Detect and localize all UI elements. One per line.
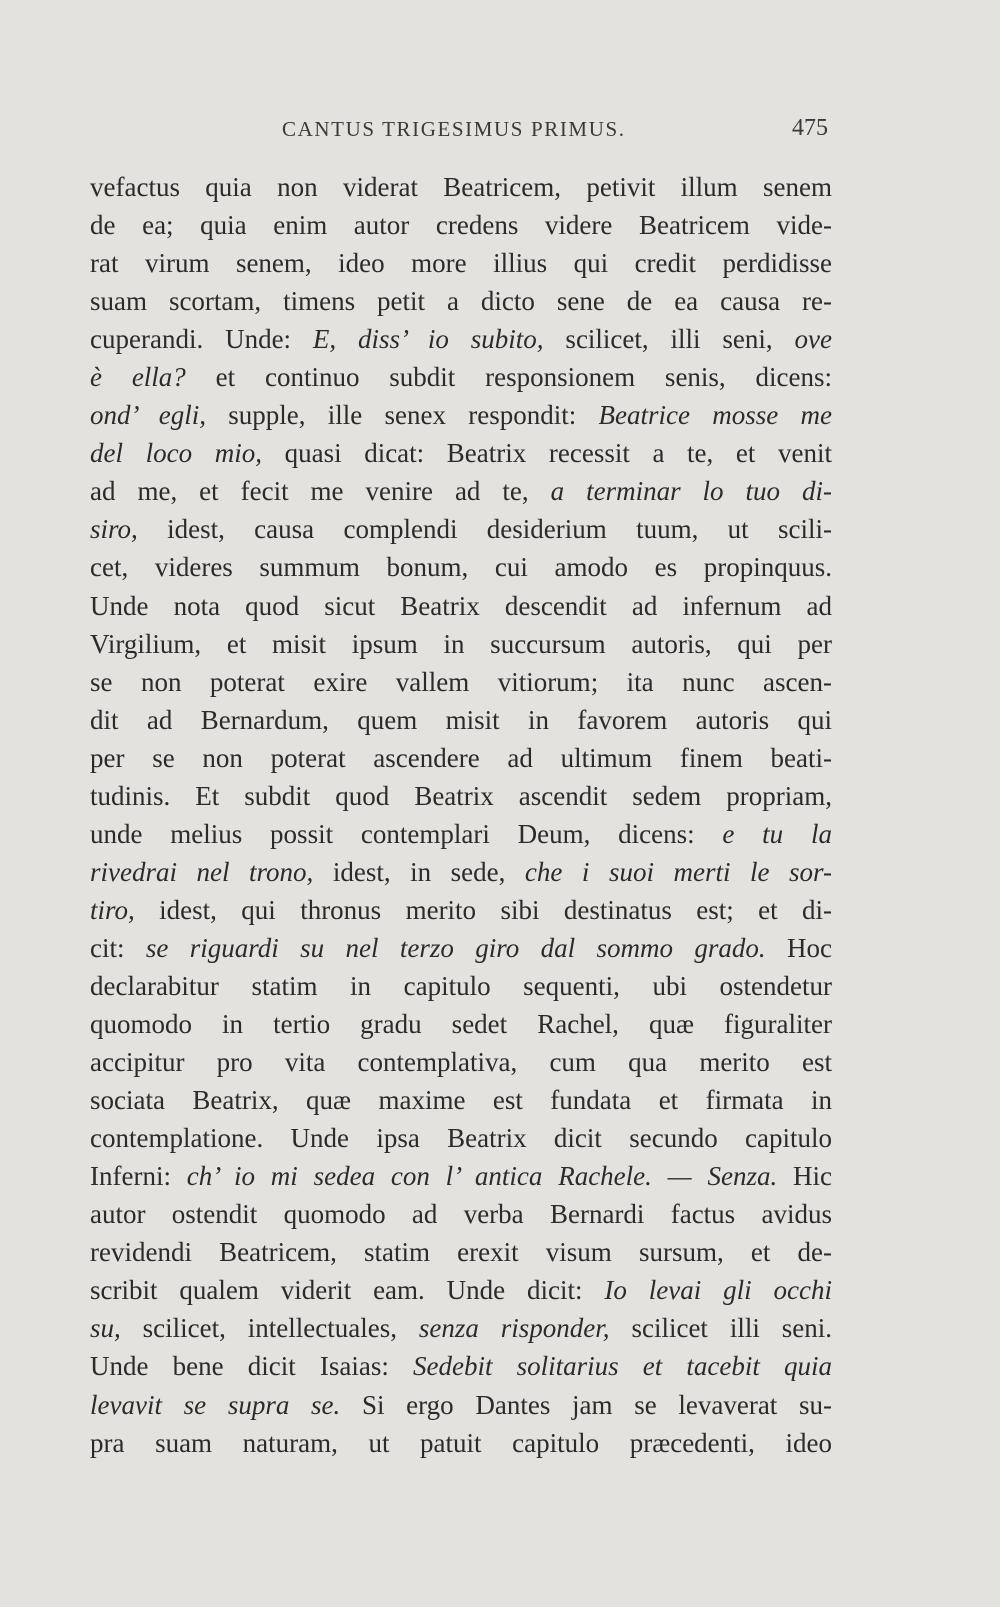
- text-line: [90, 396, 832, 434]
- text-segment: scilicet, intellectuales,: [120, 1313, 419, 1344]
- text-line: [90, 701, 832, 739]
- text-segment: idest, qui thronus merito sibi destinatus est; et di-: [134, 894, 832, 925]
- text-line: [90, 244, 832, 282]
- text-line: [90, 358, 832, 396]
- text-line: [90, 1386, 832, 1424]
- italic-quotation: ond’ egli,: [90, 400, 206, 431]
- text-line: [90, 1081, 832, 1119]
- text-segment: de ea; quia enim autor credens videre Beatricem vide-: [90, 210, 832, 241]
- text-line: [90, 472, 832, 510]
- text-line: [90, 1347, 832, 1385]
- italic-quotation: che i suoi merti le sor-: [524, 856, 832, 887]
- italic-quotation: ove: [794, 324, 832, 355]
- text-segment: contemplatione. Unde ipsa Beatrix dicit secundo capitulo: [90, 1123, 832, 1154]
- italic-quotation: E, diss’ io subito,: [312, 324, 544, 355]
- text-segment: Hoc: [765, 932, 832, 963]
- text-line: [90, 1233, 832, 1271]
- text-line: [90, 1119, 832, 1157]
- text-segment: Virgilium, et misit ipsum in succursum autoris, qui per: [90, 628, 832, 659]
- text-line: [90, 510, 832, 548]
- text-line: [90, 434, 832, 472]
- text-segment: scilicet, illi seni,: [543, 324, 795, 355]
- text-line: [90, 1309, 832, 1347]
- text-segment: dit ad Bernardum, quem misit in favorem autoris qui: [90, 704, 832, 735]
- italic-quotation: e tu la: [722, 818, 832, 849]
- italic-quotation: senza risponder,: [418, 1313, 610, 1344]
- text-line: [90, 777, 832, 815]
- text-segment: scilicet illi seni.: [609, 1313, 832, 1344]
- body-text: [90, 168, 832, 1462]
- text-line: [90, 853, 832, 891]
- text-segment: ad me, et fecit me venire ad te,: [90, 476, 551, 507]
- text-segment: idest, causa complendi desiderium tuum, ut scili-: [137, 514, 832, 545]
- text-segment: supple, ille senex respondit:: [206, 400, 599, 431]
- italic-quotation: siro,: [90, 514, 138, 545]
- text-segment: sociata Beatrix, quæ maxime est fundata et firmata in: [90, 1085, 832, 1116]
- italic-quotation: se riguardi su nel terzo giro dal sommo grado.: [145, 932, 766, 963]
- text-segment: cuperandi. Unde:: [90, 324, 313, 355]
- text-segment: cet, videres summum bonum, cui amodo es propinquus.: [90, 552, 832, 583]
- text-line: [90, 967, 832, 1005]
- text-line: [90, 663, 832, 701]
- text-line: [90, 206, 832, 244]
- page-header: [90, 117, 832, 147]
- text-segment: quomodo in tertio gradu sedet Rachel, quæ figuraliter: [90, 1009, 832, 1040]
- text-segment: revidendi Beatricem, statim erexit visum sursum, et de-: [90, 1237, 832, 1268]
- text-line: [90, 625, 832, 663]
- text-segment: Unde bene dicit Isaias:: [90, 1351, 413, 1382]
- text-line: [90, 282, 832, 320]
- text-segment: idest, in sede,: [313, 856, 525, 887]
- italic-quotation: ch’ io mi sedea con l’ antica Rachele. — Senza.: [186, 1161, 778, 1192]
- text-line: [90, 815, 832, 853]
- italic-quotation: del loco mio,: [90, 438, 262, 469]
- text-segment: Si ergo Dantes jam se levaverat su-: [340, 1389, 832, 1420]
- text-line: [90, 548, 832, 586]
- text-line: [90, 929, 832, 967]
- text-segment: quasi dicat: Beatrix recessit a te, et venit: [261, 438, 832, 469]
- text-segment: per se non poterat ascendere ad ultimum finem beati-: [90, 742, 832, 773]
- text-segment: suam scortam, timens petit a dicto sene de ea causa re-: [90, 286, 832, 317]
- text-segment: autor ostendit quomodo ad verba Bernardi factus avidus: [90, 1199, 832, 1230]
- text-segment: pra suam naturam, ut patuit capitulo præcedenti, ideo: [90, 1427, 832, 1458]
- text-line: [90, 320, 832, 358]
- italic-quotation: levavit se supra se.: [90, 1389, 341, 1420]
- text-line: [90, 1043, 832, 1081]
- text-line: [90, 1157, 832, 1195]
- italic-quotation: rivedrai nel trono,: [90, 856, 314, 887]
- italic-quotation: Io levai gli occhi: [604, 1275, 832, 1306]
- text-line: [90, 1005, 832, 1043]
- text-segment: Unde nota quod sicut Beatrix descendit ad infernum ad: [90, 590, 832, 621]
- text-segment: declarabitur statim in capitulo sequenti, ubi ostendetur: [90, 970, 832, 1001]
- italic-quotation: Beatrice mosse me: [598, 400, 832, 431]
- text-line: [90, 739, 832, 777]
- text-segment: cit:: [90, 932, 146, 963]
- text-line: [90, 168, 832, 206]
- italic-quotation: su,: [90, 1313, 121, 1344]
- text-segment: accipitur pro vita contemplativa, cum qua merito est: [90, 1047, 832, 1078]
- text-segment: rat virum senem, ideo more illius qui credit perdidisse: [90, 248, 832, 279]
- italic-quotation: è ella?: [90, 362, 186, 393]
- text-segment: Inferni:: [90, 1161, 187, 1192]
- text-segment: se non poterat exire vallem vitiorum; ita nunc ascen-: [90, 666, 832, 697]
- text-line: [90, 1195, 832, 1233]
- text-line: [90, 1271, 832, 1309]
- italic-quotation: tiro,: [90, 894, 135, 925]
- text-line: [90, 1424, 832, 1462]
- page-number: 475: [792, 115, 828, 141]
- text-segment: tudinis. Et subdit quod Beatrix ascendit sedem propriam,: [90, 780, 832, 811]
- italic-quotation: Sedebit solitarius et tacebit quia: [412, 1351, 832, 1382]
- text-line: [90, 891, 832, 929]
- running-title: CANTUS TRIGESIMUS PRIMUS.: [282, 117, 626, 141]
- text-line: [90, 587, 832, 625]
- text-segment: scribit qualem viderit eam. Unde dicit:: [90, 1275, 605, 1306]
- italic-quotation: a terminar lo tuo di-: [550, 476, 832, 507]
- text-segment: vefactus quia non viderat Beatricem, petivit illum senem: [90, 172, 832, 202]
- text-segment: unde melius possit contemplari Deum, dicens:: [90, 818, 723, 849]
- text-segment: et continuo subdit responsionem senis, dicens:: [185, 362, 832, 393]
- text-segment: Hic: [777, 1161, 832, 1192]
